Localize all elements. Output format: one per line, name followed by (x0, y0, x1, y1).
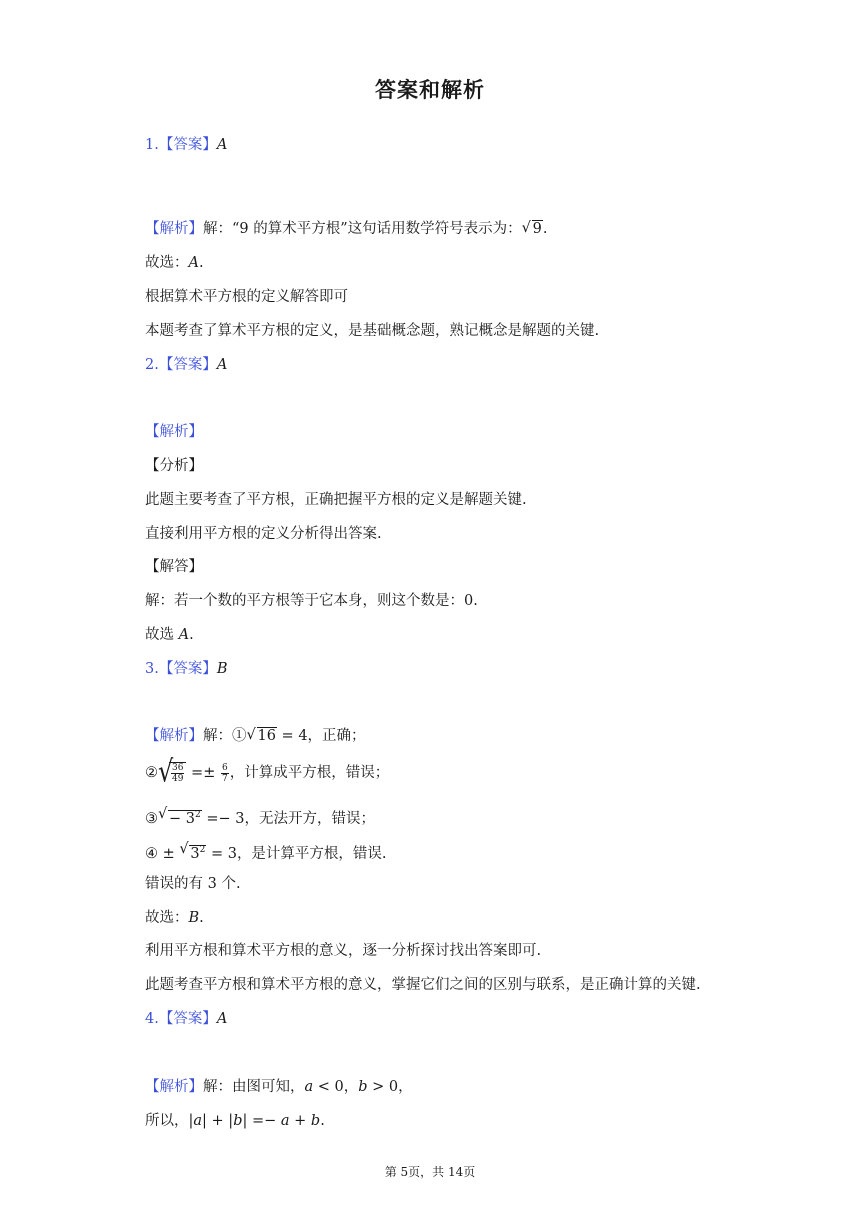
text: ④ ± (145, 845, 180, 862)
q2-jieda-label: 【解答】 (145, 559, 203, 575)
q3-analysis-line-2 (145, 762, 389, 784)
text: =± (186, 765, 220, 781)
q3-line-5: 错误的有 3 个. (145, 876, 241, 892)
exponent: 2 (194, 810, 201, 820)
analysis-label: 【解析】 (145, 728, 203, 744)
answer-label: 1.【答案】 (145, 137, 217, 153)
text: . (199, 910, 204, 926)
text: . (198, 255, 204, 271)
variable: A (188, 255, 199, 271)
q1-analysis-line-2 (145, 253, 204, 273)
text: ③ (145, 810, 158, 827)
q3-line-6 (145, 908, 204, 928)
text: ，计算成平方根，错误； (229, 765, 390, 781)
answer-label: 4.【答案】 (145, 1011, 217, 1027)
answer-value: A (216, 357, 228, 373)
text: ，无法开方，错误； (244, 810, 375, 827)
numerator: √ 36 (172, 763, 184, 773)
radicand: 9 (532, 221, 542, 237)
q2-answer-line (145, 355, 227, 375)
text: | =− (242, 1113, 281, 1129)
variable: b (358, 1079, 368, 1095)
q2-analysis-label: 【解析】 (145, 424, 203, 440)
text: + (289, 1113, 311, 1129)
q2-line-3: 解：若一个数的平方根等于它本身，则这个数是：0. (145, 593, 478, 609)
text: . (320, 1113, 325, 1129)
text: 解：由图可知， (203, 1079, 305, 1095)
variable: a (193, 1113, 203, 1129)
page-title: 答案和解析 (375, 78, 485, 102)
text: < 0， (313, 1079, 359, 1095)
q1-analysis-line-3: 根据算术平方根的定义解答即可 (145, 289, 348, 305)
text: = 3 (206, 845, 237, 862)
denominator: 49 (172, 774, 184, 784)
variable: a (304, 1079, 314, 1095)
answer-value: A (216, 1011, 228, 1027)
q3-analysis-line-3 (145, 805, 375, 829)
text: ，是计算平方根，错误. (236, 845, 387, 862)
answer-value: B (216, 661, 228, 677)
fraction (221, 763, 229, 784)
analysis-label: 【解析】 (145, 1079, 203, 1095)
denominator: 7 (221, 773, 228, 784)
text: 故选： (145, 910, 189, 926)
answer-label: 3.【答案】 (145, 661, 217, 677)
q2-fenxi-label: 【分析】 (145, 458, 203, 474)
text: | + | (202, 1113, 234, 1129)
text: 故选 (145, 627, 179, 643)
fraction (171, 763, 184, 784)
q3-answer-line (145, 659, 228, 679)
radicand: 16 (257, 728, 276, 744)
text: ② (145, 765, 158, 781)
numerator: 6 (221, 762, 228, 773)
analysis-label: 【解析】 (145, 221, 203, 237)
variable: A (178, 627, 190, 643)
q4-answer-line (145, 1009, 227, 1029)
text: 解：① (203, 728, 247, 744)
q4-analysis-line-1 (145, 1077, 413, 1097)
sqrt-expression (522, 219, 543, 239)
q3-analysis-line-1 (145, 726, 366, 746)
sqrt-expression (158, 805, 202, 829)
q2-line-2: 直接利用平方根的定义分析得出答案. (145, 526, 382, 542)
text: 所以，| (145, 1113, 194, 1129)
variable: b (233, 1113, 243, 1129)
sqrt-expression (179, 840, 206, 864)
variable: b (310, 1113, 321, 1129)
text: = 4 (276, 728, 308, 744)
q2-line-4 (145, 625, 194, 645)
text: 故选： (145, 255, 189, 271)
text: > 0， (367, 1079, 413, 1095)
q4-analysis-line-2 (145, 1111, 325, 1131)
text: . (189, 627, 194, 643)
page-footer: 第 5页，共 14页 (384, 1165, 476, 1179)
q3-line-7: 利用平方根和算术平方根的意义，逐一分析探讨找出答案即可. (145, 943, 542, 959)
answer-value: A (216, 137, 228, 153)
text: ，正确； (307, 728, 366, 744)
sqrt-fraction (158, 762, 186, 784)
answer-label: 2.【答案】 (145, 357, 217, 373)
variable: a (280, 1113, 290, 1129)
q1-answer-line (145, 135, 227, 155)
text: =− 3 (201, 810, 245, 827)
radicand: − 3 (169, 810, 195, 827)
radicand: 3 (190, 845, 200, 862)
q2-line-1: 此题主要考查了平方根，正确把握平方根的定义是解题关键. (145, 492, 527, 508)
q3-analysis-line-4 (145, 840, 387, 864)
sqrt-expression (247, 726, 277, 746)
exponent: 2 (199, 845, 206, 855)
q1-analysis-line-4: 本题考查了算术平方根的定义，是基础概念题，熟记概念是解题的关键. (145, 323, 600, 339)
q1-analysis-line-1 (145, 219, 548, 239)
variable: B (188, 910, 200, 926)
q3-line-8: 此题考查平方根和算术平方根的意义，掌握它们之间的区别与联系，是正确计算的关键. (145, 977, 701, 993)
text: . (542, 221, 548, 237)
text: 解：“9 的算术平方根”这句话用数学符号表示为： (203, 221, 522, 237)
